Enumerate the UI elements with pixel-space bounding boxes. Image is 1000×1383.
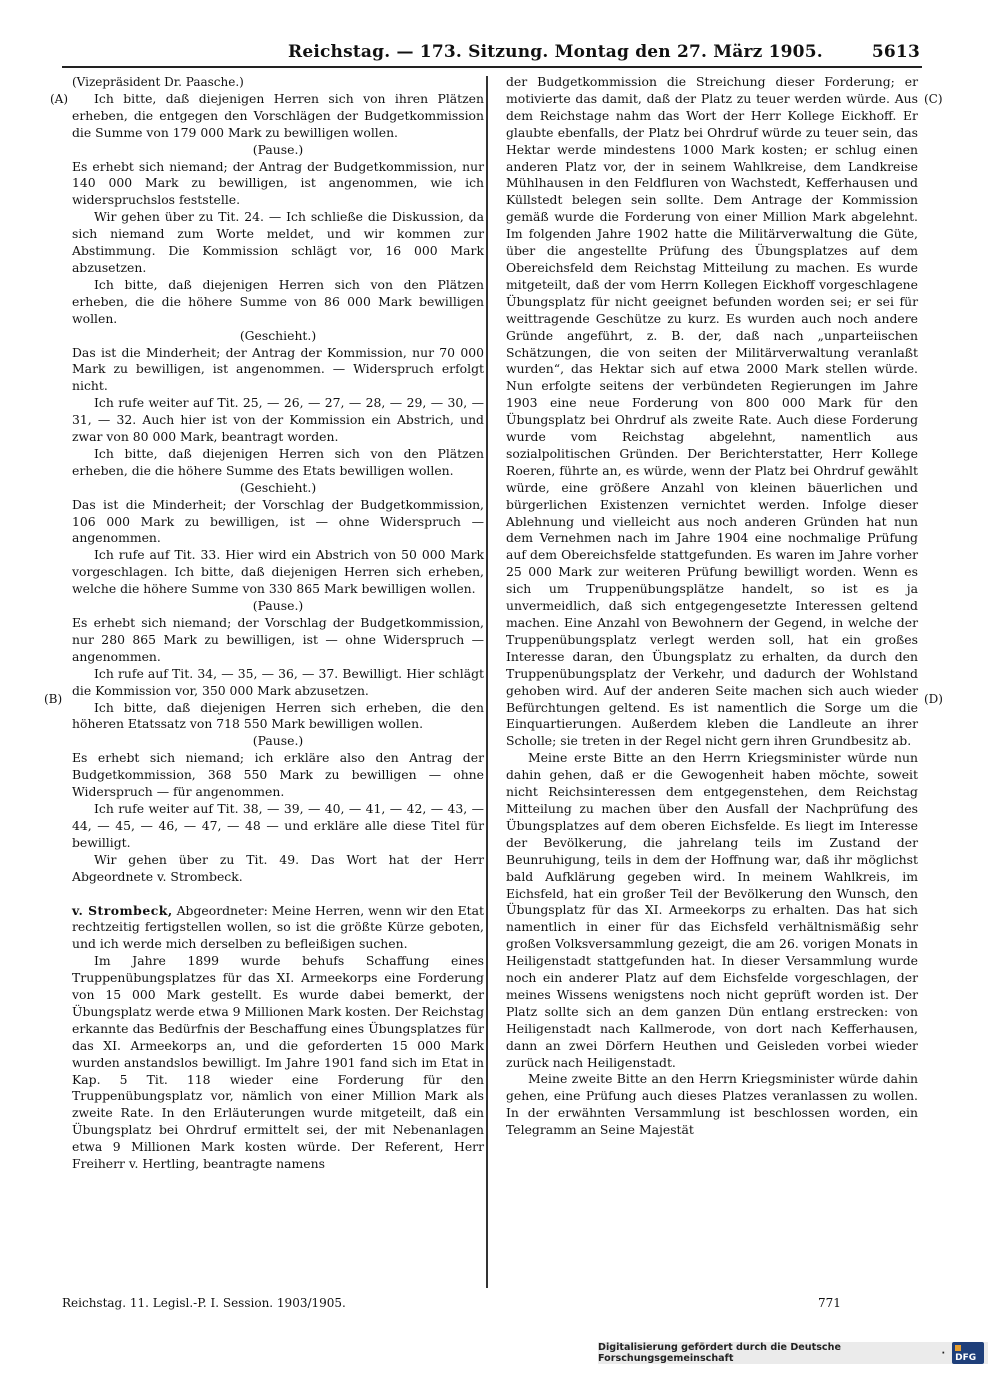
margin-label-c: (C) — [924, 92, 943, 106]
speech-text: Abgeordneter: Meine Herren, wenn wir den Etat rechtzeitig fertigstellen wollen, so ist die größte Kürze geboten, und ich werde mich derselben zu befleißigen suchen. — [72, 902, 484, 952]
paragraph: Wir gehen über zu Tit. 49. Das Wort hat der Herr Abgeordnete v. Strombeck. — [72, 851, 484, 884]
dfg-logo-text: DFG — [955, 1353, 977, 1363]
paragraph: Das ist die Minderheit; der Antrag der Kommission, nur 70 000 Mark zu bewilligen, ist angenommen. — Widerspruch erfolgt nicht. — [72, 344, 484, 394]
stage-direction: (Pause.) — [252, 598, 304, 614]
paragraph: Das ist die Minderheit; der Vorschlag der Budgetkommission, 106 000 Mark zu bewilligen, ist — ohne Widerspruch — angenommen. — [72, 496, 484, 546]
stage-direction: (Pause.) — [252, 141, 304, 157]
paragraph: Es erhebt sich niemand; ich erkläre also den Antrag der Budgetkommission, 368 550 Mark zu bewilligen — ohne Widerspruch — für angenommen. — [72, 750, 484, 800]
footer-page-number: 771 — [818, 1296, 841, 1310]
paragraph: Im Jahre 1899 wurde behufs Schaffung eines Truppenübungsplatzes für das XI. Armeekorps eine Forderung von 15 000 Mark gestellt. Es wurde dabei bemerkt, der Übungsplatz werde etwa 9 Millionen Mark kosten. Der Reichstag erkannte das Bedürfnis der Beschaffung eines Übungsplatzes für das XI. Armeekorps an, und die geforderten 15 000 Mark wurden anstandslos bewilligt. Im Jahre 1901 fand sich im Etat in Kap. 5 Tit. 118 wieder eine Forderung für den Truppenübungsplatz vor, nämlich von einer Million Mark als zweite Rate. In den Erläuterungen wurde mitgeteilt, daß ein Übungsplatz bei Ohrdruf ermittelt sei, der mit Nebenanlagen etwa 9 Millionen Mark kosten würde. Der Referent, Herr Freiherr v. Hertling, beantragte namens — [72, 953, 484, 1172]
left-column — [72, 74, 484, 1173]
president-note: (Vizepräsident Dr. Paasche.) — [72, 75, 244, 89]
paragraph: Wir gehen über zu Tit. 24. — Ich schließe die Diskussion, da sich niemand zum Worte meldet, und wir kommen zur Abstimmung. Die Kommission schlägt vor, 16 000 Mark abzusetzen. — [72, 209, 484, 275]
paragraph: Es erhebt sich niemand; der Antrag der Budgetkommission, nur 140 000 Mark zu bewilligen, ist angenommen, wie ich widerspruchslos feststelle. — [72, 158, 484, 208]
paragraph: der Budgetkommission die Streichung dieser Forderung; er motivierte das damit, daß der Platz zu teuer werden würde. Aus dem Reichstage nahm das Wort der Herr Kollege Eickhoff. Er glaubte ebenfalls, der Platz bei Ohrdruf würde zu teuer sein, das Hektar werde mindestens 1000 Mark kosten; er schlug einen anderen Platz vor, der in seinem Wahlkreise, dem Landkreise Mühlhausen in den Feldfluren von Wachstedt, Kefferhausen und Küllstedt belegen sein sollte. Dem Antrage der Kommission gemäß wurde die Forderung von einer Million Mark abgelehnt. Im folgenden Jahre 1902 hatte die Militärverwaltung die Güte, über die angestellte Prüfung des Übungsplatzes auf dem Obereichsfeld dem Reichstag Mitteilung zu machen. Es wurde mitgeteilt, daß der vom Herrn Kollegen Eickhoff vorgeschlagene Übungsplatz für nicht geeignet befunden worden sei; er sei für weittragende Geschütze zu kurz. Es wurden auch noch andere Gründe angeführt, z. B. der, daß nach „unparteiischen Schätzungen, die von seiten der Militärverwaltung veranlaßt wurden“, das Hektar sich auf etwa 2000 Mark stellen würde. Nun erfolgte seitens der verbündeten Regierungen im Jahre 1903 eine neue Forderung von 800 000 Mark für den Übungsplatz bei Ohrdruf als zweite Rate. Auch diese Forderung wurde vom Reichstag abgelehnt, namentlich aus sozialpolitischen Gründen. Der Berichterstatter, Herr Kollege Roeren, führte an, es würde, wenn der Platz bei Ohrdruf gewählt würde, eine größere Anzahl von kleinen bäuerlichen und bürgerlichen Existenzen vernichtet werden. Infolge dieser Ablehnung und vielleicht aus noch anderen Gründen hat nun dem Vernehmen nach im Jahre 1904 eine nochmalige Prüfung auf dem Obereichsfelde stattgefunden. Es waren im Jahre vorher 25 000 Mark zur weiteren Prüfung bewilligt worden. Wenn es sich um Truppenübungsplätze handelt, so ist es ja unvermeidlich, daß sich entgegengesetzte Interessen geltend machen. Eine Anzahl von Bewohnern der Gegend, in welche der Truppenübungsplatz verlegt werden soll, hat ein großes Interesse daran, den Übungsplatz zu erhalten, da durch den Truppenübungsplatz der Verkehr, und dadurch der Wohlstand gehoben wird. Auf der anderen Seite machen sich auch wieder Befürchtungen geltend. Es ist namentlich die Sorge um die Einquartierungen. Außerdem kleben die Landleute an ihrer Scholle; sie treten in der Regel nicht gern ihren Grundbesitz ab. — [506, 74, 918, 749]
paragraph: Ich rufe auf Tit. 34, — 35, — 36, — 37. Bewilligt. Hier schlägt die Kommission vor, 350 000 Mark abzusetzen. — [72, 665, 484, 698]
stage-direction: (Pause.) — [252, 733, 304, 749]
paragraph: Ich rufe weiter auf Tit. 25, — 26, — 27, — 28, — 29, — 30, — 31, — 32. Auch hier ist von der Kommission ein Abstrich, und zwar von 80 000 Mark, beantragt worden. — [72, 395, 484, 445]
header-title: Reichstag. — 173. Sitzung. Montag den 27. März 1905. — [288, 42, 823, 62]
dfg-credit-text: Digitalisierung gefördert durch die Deutsche Forschungsgemeinschaft — [598, 1342, 841, 1364]
dfg-credit-bar — [598, 1342, 988, 1364]
header-rule — [62, 66, 922, 68]
paragraph: Ich bitte, daß diejenigen Herren sich erheben, die den höheren Etatssatz von 718 550 Mark bewilligen wollen. — [72, 699, 484, 732]
paragraph: Es erhebt sich niemand; der Vorschlag der Budgetkommission, nur 280 865 Mark zu bewilligen, ist — ohne Widerspruch — angenommen. — [72, 615, 484, 664]
dfg-separator: · — [941, 1347, 946, 1359]
paragraph: Ich rufe weiter auf Tit. 38, — 39, — 40, — 41, — 42, — 43, — 44, — 45, — 46, — 47, — 48 — und erkläre alle diese Titel für bewilligt. — [72, 800, 484, 850]
speech-opening — [72, 903, 484, 954]
speaker-name: v. Strombeck, — [72, 902, 173, 918]
margin-label-a: (A) — [50, 92, 69, 106]
paragraph: Meine erste Bitte an den Herrn Kriegsminister würde nun dahin gehen, daß er die Gewogenheit haben möchte, soweit nicht Reichsinteressen dem entgegenstehen, dem Reichstag Mitteilung zu machen über den Ausfall der Nachprüfung des Übungsplatzes auf dem oberen Eichsfelde. Es liegt im Interesse der Bevölkerung, die jahrelang teils im Zustand der Beunruhigung, teils in dem der Hoffnung war, daß ihr möglichst bald Aufklärung gegeben wird. In meinem Wahlkreis, im Eichsfeld, hat ein großer Teil der Bevölkerung den Wunsch, den Übungsplatz für das XI. Armeekorps zu erhalten. Das hat sich namentlich in einer für das Eichsfeld verhältnismäßig sehr großen Volksversammlung gezeigt, die am 26. vorigen Monats in Heiligenstadt stattgefunden hat. In dieser Versammlung wurde noch ein anderer Platz auf dem Eichsfelde vorgeschlagen, der meines Wissens wenigstens noch nicht geprüft worden ist. Der Platz sollte sich an dem ganzen Dün entlang erstrecken: von Heiligenstadt nach Kallmerode, von dort nach Kefferhausen, dann an zwei Dörfern Heuthen und Geisleden vorbei wieder zurück nach Heiligenstadt. — [506, 750, 918, 1070]
paragraph: Ich bitte, daß diejenigen Herren sich von den Plätzen erheben, die die höhere Summe des Etats bewilligen wollen. — [72, 445, 484, 478]
paragraph: Ich rufe auf Tit. 33. Hier wird ein Abstrich von 50 000 Mark vorgeschlagen. Ich bitte, daß diejenigen Herren sich erheben, welche die höhere Summe von 330 865 Mark bewilligen wollen. — [72, 547, 484, 597]
margin-label-b: (B) — [44, 692, 63, 706]
paragraph: Ich bitte, daß diejenigen Herren sich von den Plätzen erheben, die die höhere Summe von 86 000 Mark bewilligen wollen. — [72, 276, 484, 326]
paragraph: Ich bitte, daß diejenigen Herren sich von ihren Plätzen erheben, die entgegen den Vorschlägen der Budgetkommission die Summe von 179 000 Mark zu bewilligen wollen. — [72, 90, 484, 140]
column-divider — [486, 76, 488, 1288]
dfg-logo — [952, 1342, 984, 1364]
footer-session-info: Reichstag. 11. Legisl.-P. I. Session. 1903/1905. — [62, 1296, 346, 1310]
margin-label-d: (D) — [924, 692, 943, 706]
stage-direction: (Geschieht.) — [239, 327, 317, 343]
paragraph: Meine zweite Bitte an den Herrn Kriegsminister würde dahin gehen, eine Prüfung auch dieses Platzes veranlassen zu wollen. In der erwähnten Versammlung ist beschlossen worden, ein Telegramm an Seine Majestät — [506, 1071, 918, 1138]
page-header — [60, 40, 920, 66]
stage-direction: (Geschieht.) — [239, 479, 317, 495]
dfg-logo-mark — [955, 1345, 961, 1351]
right-column — [506, 74, 918, 1139]
page-number: 5613 — [871, 42, 920, 62]
